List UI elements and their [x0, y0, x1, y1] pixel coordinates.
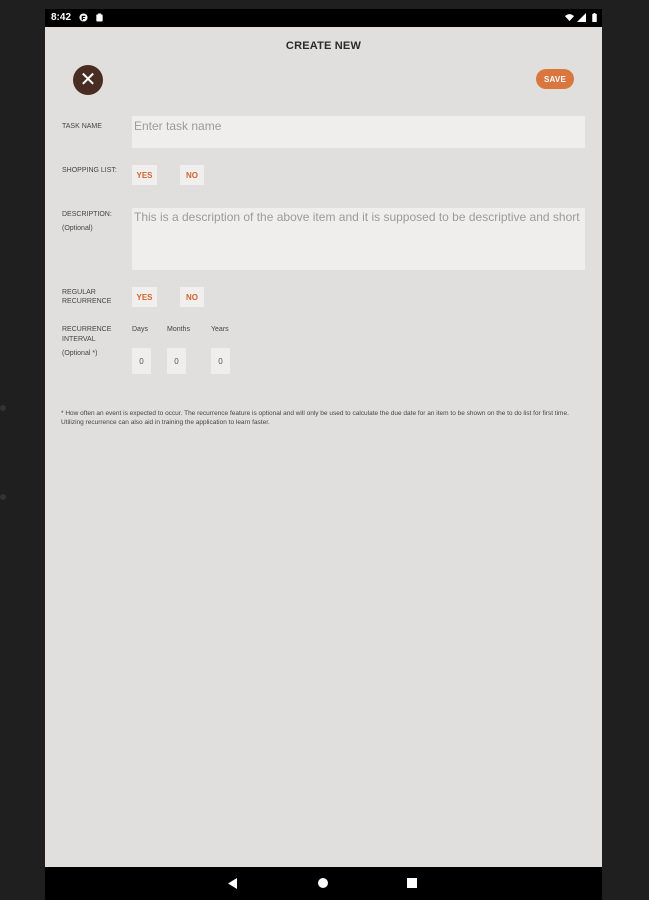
shopping-list-label: SHOPPING LIST:	[62, 167, 117, 174]
battery-icon	[590, 13, 599, 22]
close-button[interactable]	[73, 65, 103, 95]
home-icon[interactable]	[318, 878, 328, 888]
months-input[interactable]: 0	[167, 348, 186, 374]
edge-dot	[0, 405, 6, 411]
years-label: Years	[211, 326, 229, 333]
close-icon: ✕	[79, 69, 97, 91]
recurrence-interval-label-line1: RECURRENCE	[62, 326, 112, 333]
recurrence-interval-label-line2: INTERVAL	[62, 336, 96, 343]
task-name-label: TASK NAME	[62, 123, 102, 130]
back-icon[interactable]	[228, 878, 238, 889]
regular-recurrence-no-button[interactable]: NO	[180, 287, 204, 307]
days-label: Days	[132, 326, 148, 333]
task-name-input[interactable]: Enter task name	[132, 116, 585, 148]
shopping-list-yes-button[interactable]: YES	[132, 165, 157, 185]
regular-recurrence-label-line1: REGULAR	[62, 289, 96, 296]
edge-dot	[0, 494, 6, 500]
wifi-icon	[565, 13, 574, 22]
app-notification-icon	[79, 13, 88, 22]
clipboard-icon	[95, 13, 104, 22]
create-new-screen	[45, 27, 602, 867]
shopping-list-no-button[interactable]: NO	[180, 165, 204, 185]
navigation-bar	[45, 867, 602, 900]
description-input[interactable]: This is a description of the above item and it is supposed to be descriptive and short	[132, 208, 585, 270]
recurrence-interval-optional-label: (Optional *)	[62, 350, 98, 357]
regular-recurrence-yes-button[interactable]: YES	[132, 287, 157, 307]
years-input[interactable]: 0	[211, 348, 230, 374]
days-input[interactable]: 0	[132, 348, 151, 374]
recurrence-footnote: * How often an event is expected to occur. The recurrence feature is optional and will only be used to calculate the due date for an item to be shown on the to do list for first time. Utilizing recurrence can also aid in training the application to learn faster.	[61, 410, 569, 426]
page-title: CREATE NEW	[285, 40, 362, 52]
months-label: Months	[167, 326, 190, 333]
signal-icon	[577, 13, 586, 22]
status-time: 8:42	[51, 12, 72, 23]
recents-icon[interactable]	[407, 878, 417, 888]
description-label: DESCRIPTION:	[62, 211, 112, 218]
description-optional-label: (Optional)	[62, 225, 93, 232]
save-button[interactable]: SAVE	[536, 69, 574, 89]
status-bar	[45, 9, 602, 27]
regular-recurrence-label-line2: RECURRENCE	[62, 298, 112, 305]
